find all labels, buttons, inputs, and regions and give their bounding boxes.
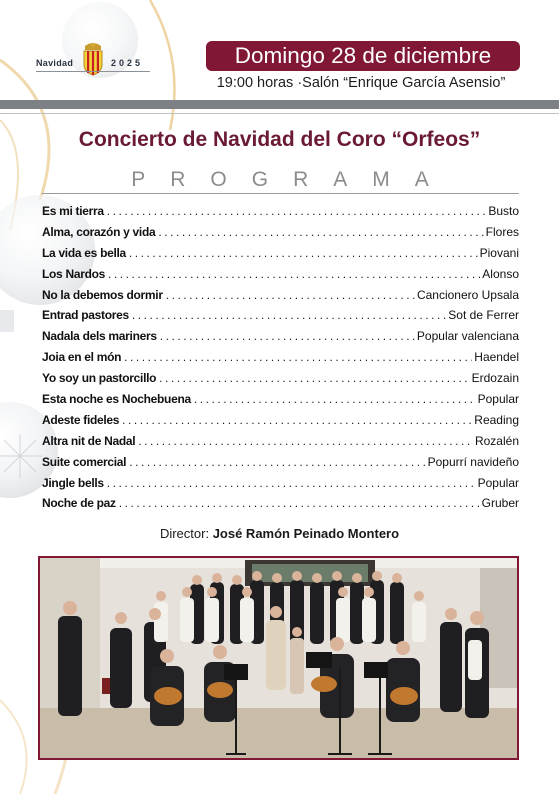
program-item: [42, 246, 519, 267]
brand-label: Navidad: [36, 58, 74, 68]
program-item: [42, 267, 519, 288]
dot-leader: [166, 288, 415, 302]
piece-composer: Cancionero Upsala: [416, 287, 519, 302]
piece-title: Adeste fideles: [42, 412, 120, 427]
program-item: [42, 288, 519, 309]
piece-composer: Rozalén: [474, 433, 519, 448]
brand-underline: [36, 71, 150, 72]
dot-leader: [107, 476, 476, 490]
program-item: [42, 413, 519, 434]
header-divider-band: [0, 100, 559, 109]
event-brand: [36, 42, 154, 78]
piece-title: Entrad pastores: [42, 308, 129, 323]
piece-title: No la debemos dormir: [42, 287, 163, 302]
program-item: [42, 308, 519, 329]
time-venue: 19:00 horas ·Salón “Enrique García Asensio”: [216, 75, 506, 91]
piece-composer: Reading: [474, 412, 519, 427]
piece-title: Es mi tierra: [42, 204, 104, 218]
program-item: [42, 434, 519, 455]
piece-title: Los Nardos: [42, 266, 106, 281]
piece-title: Noche de paz: [42, 496, 116, 511]
piece-title: Jingle bells: [42, 475, 104, 490]
dot-leader: [158, 225, 483, 239]
piece-composer: Erdozain: [471, 371, 519, 386]
piece-title: La vida es bella: [42, 245, 126, 260]
dot-leader: [107, 204, 487, 218]
programa-divider: [42, 193, 519, 194]
dot-leader: [129, 246, 478, 260]
programa-heading: PROGRAMA: [131, 168, 454, 191]
dot-leader: [124, 350, 472, 364]
piece-composer: Popurrí navideño: [427, 454, 519, 469]
piece-composer: Popular: [477, 392, 519, 407]
program-item: [42, 392, 519, 413]
piece-title: Altra nit de Nadal: [42, 433, 136, 448]
piece-composer: Busto: [488, 204, 519, 218]
director-credit: [0, 526, 559, 541]
dot-leader: [119, 496, 480, 510]
dot-leader: [108, 267, 480, 281]
dot-leader: [129, 455, 425, 469]
piece-title: Esta noche es Nochebuena: [42, 392, 191, 407]
piece-title: Alma, corazón y vida: [42, 224, 156, 239]
program-item: [42, 225, 519, 246]
program-item: [42, 329, 519, 350]
piece-composer: Haendel: [474, 350, 519, 365]
program-item: [42, 371, 519, 392]
piece-composer: Popular: [477, 475, 519, 490]
dot-leader: [159, 371, 469, 385]
piece-composer: Alonso: [482, 266, 519, 281]
dot-leader: [160, 329, 415, 343]
piece-title: Joia en el món: [42, 350, 122, 365]
program-item: [42, 455, 519, 476]
piece-composer: Piovani: [479, 245, 519, 260]
director-label: Director:: [159, 526, 210, 541]
concert-title: Concierto de Navidad del Coro “Orfeos”: [78, 128, 481, 151]
director-name: José Ramón Peinado Montero: [212, 526, 400, 541]
piece-title: Suite comercial: [42, 454, 127, 469]
program-item: [42, 476, 519, 497]
choir-group-image: [40, 558, 517, 758]
brand-year: 2025: [111, 58, 144, 68]
piece-title: Yo soy un pastorcillo: [42, 371, 157, 386]
program-item: [42, 496, 519, 517]
program-item: [42, 350, 519, 371]
piece-composer: Flores: [485, 224, 519, 239]
program-list: [42, 204, 519, 517]
dot-leader: [122, 413, 472, 427]
piece-title: Nadala dels mariners: [42, 329, 157, 344]
dot-leader: [138, 434, 473, 448]
choir-photo: [38, 556, 519, 760]
piece-composer: Popular valenciana: [416, 329, 519, 344]
piece-composer: Gruber: [481, 496, 519, 511]
header-divider-line: [0, 113, 559, 114]
dot-leader: [132, 308, 446, 322]
program-item: [42, 204, 519, 225]
piece-composer: Sot de Ferrer: [448, 308, 519, 323]
dot-leader: [194, 392, 476, 406]
date-banner: Domingo 28 de diciembre: [206, 41, 520, 71]
